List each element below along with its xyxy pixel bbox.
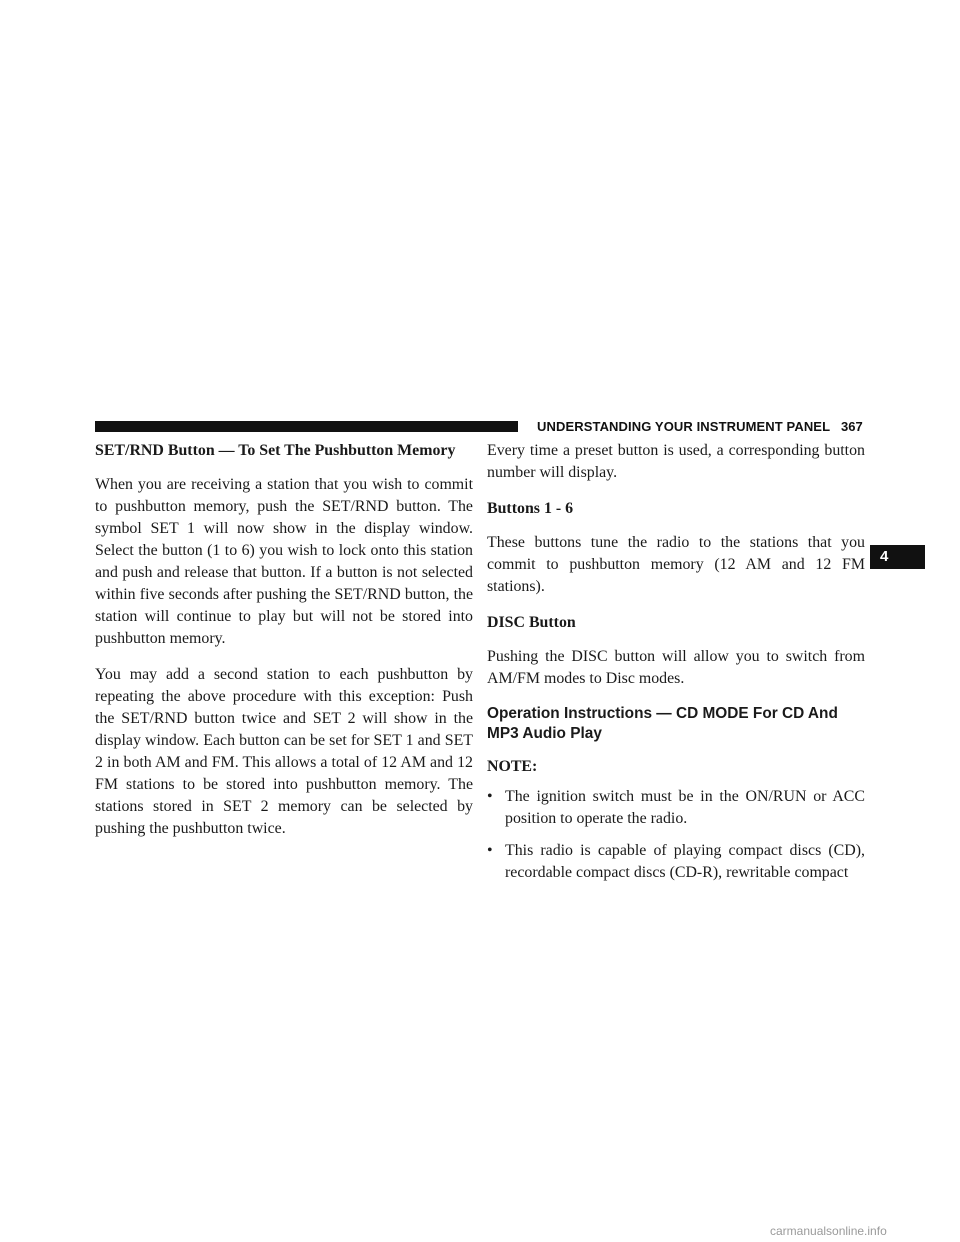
preset-intro-paragraph: Every time a preset button is used, a corresponding button number will display.: [487, 442, 865, 481]
left-column: [95, 440, 473, 854]
buttons-paragraph: These buttons tune the radio to the stations that you commit to pushbutton memory (12 AM and 12 FM stations).: [487, 534, 865, 595]
disc-paragraph: Pushing the DISC button will allow you to switch from AM/FM modes to Disc modes.: [487, 648, 865, 687]
page-number: 367: [841, 419, 863, 434]
header-rule: [95, 421, 518, 432]
list-item: [487, 786, 865, 830]
note-bullet-list: [487, 786, 865, 884]
set-rnd-paragraph-2: You may add a second station to each pushbutton by repeating the above procedure with this exception: Push the SET/RND button twice and SET 2 will show in the display window. Each button can be set for SET 1 and SET 2 in both AM and FM. This allows a total of 12 AM and 12 FM stations to be stored into pushbutton memory. The stations stored in SET 2 memory can be selected by pushing the pushbutton twice.: [95, 666, 473, 837]
cd-mode-section-heading: Operation Instructions — CD MODE For CD And MP3 Audio Play: [487, 705, 838, 742]
set-rnd-heading: SET/RND Button — To Set The Pushbutton Memory: [95, 442, 456, 459]
running-header-title: UNDERSTANDING YOUR INSTRUMENT PANEL: [537, 419, 831, 434]
list-item: [487, 840, 865, 884]
bullet-text: The ignition switch must be in the ON/RUN or ACC position to operate the radio.: [505, 788, 865, 827]
disc-heading: DISC Button: [487, 614, 576, 631]
watermark-text: carmanualsonline.info: [770, 1224, 887, 1238]
bullet-text: This radio is capable of playing compact discs (CD), recordable compact discs (CD-R), rewritable compact: [505, 842, 865, 881]
note-label: NOTE:: [487, 758, 538, 775]
buttons-heading: Buttons 1 - 6: [487, 500, 574, 517]
bullet-icon: •: [487, 842, 493, 859]
bullet-icon: •: [487, 788, 493, 805]
set-rnd-paragraph-1: When you are receiving a station that you wish to commit to pushbutton memory, push the SET/RND button. The symbol SET 1 will now show in the display window. Select the button (1 to 6) you wish to lock onto this station and push and release that button. If a button is not selected within five seconds after pushing the SET/RND button, the station will continue to play but will not be stored into pushbutton memory.: [95, 476, 473, 647]
chapter-tab: 4: [870, 545, 925, 569]
right-column: [487, 440, 865, 894]
